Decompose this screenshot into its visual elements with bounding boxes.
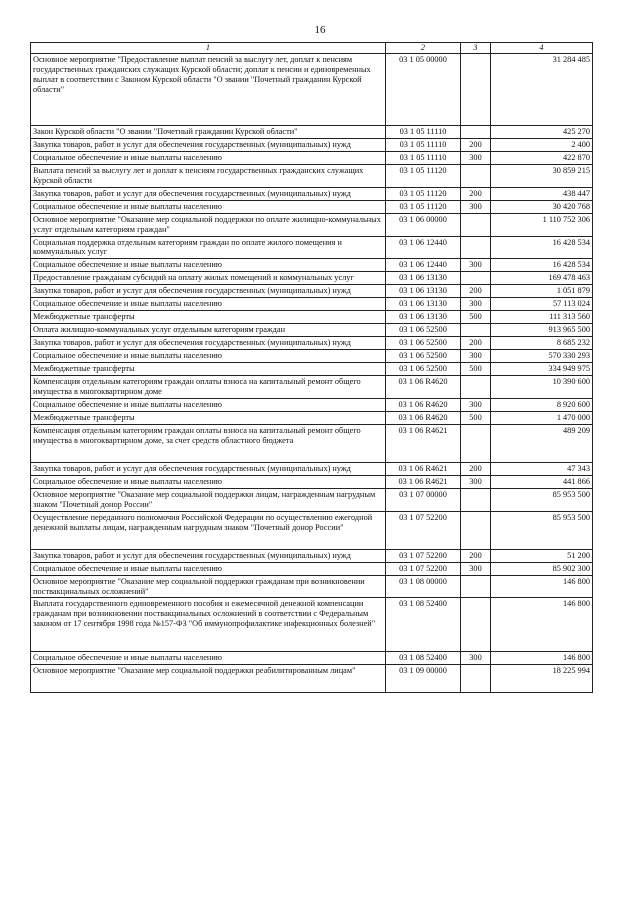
table-row	[31, 575, 593, 598]
row-code-cell: 03 1 06 52500	[386, 363, 461, 376]
row-code-cell: 03 1 06 52500	[386, 337, 461, 350]
table-row	[31, 138, 593, 151]
row-name-cell: Осуществление переданного полномочия Российской Федерации по осуществлению ежегодной денежной выплаты лицам, награжденным нагрудным знаком "Почетный донор России"	[31, 511, 386, 549]
row-vr-cell	[461, 272, 491, 285]
row-name-cell: Социальное обеспечение и иные выплаты населению	[31, 350, 386, 363]
row-vr-cell: 200	[461, 462, 491, 475]
table-row	[31, 213, 593, 236]
row-vr-cell: 300	[461, 398, 491, 411]
row-code-cell: 03 1 05 11120	[386, 164, 461, 187]
row-vr-cell: 500	[461, 363, 491, 376]
row-amount-cell: 18 225 994	[491, 665, 593, 693]
row-code-cell: 03 1 06 13130	[386, 285, 461, 298]
table-row	[31, 298, 593, 311]
row-name-cell: Социальное обеспечение и иные выплаты населению	[31, 298, 386, 311]
row-vr-cell: 200	[461, 187, 491, 200]
table-row	[31, 411, 593, 424]
row-vr-cell: 300	[461, 350, 491, 363]
row-vr-cell: 300	[461, 475, 491, 488]
row-name-cell: Выплата пенсий за выслугу лет и доплат к пенсиям государственных гражданских служащих Курской области	[31, 164, 386, 187]
table-row	[31, 53, 593, 125]
row-amount-cell: 8 685 232	[491, 337, 593, 350]
row-vr-cell: 200	[461, 138, 491, 151]
row-name-cell: Социальное обеспечение и иные выплаты населению	[31, 475, 386, 488]
row-name-cell: Межбюджетные трансферты	[31, 411, 386, 424]
row-code-cell: 03 1 07 52200	[386, 549, 461, 562]
row-name-cell: Основное мероприятие "Оказание мер социальной поддержки гражданам при возникновении поствакцинальных осложнений"	[31, 575, 386, 598]
row-vr-cell	[461, 164, 491, 187]
table-row	[31, 200, 593, 213]
row-amount-cell: 169 478 463	[491, 272, 593, 285]
row-name-cell: Социальное обеспечение и иные выплаты населению	[31, 151, 386, 164]
table-row	[31, 562, 593, 575]
table-row	[31, 665, 593, 693]
row-code-cell: 03 1 06 13130	[386, 272, 461, 285]
row-code-cell: 03 1 07 00000	[386, 488, 461, 511]
row-amount-cell: 146 800	[491, 575, 593, 598]
table-row	[31, 125, 593, 138]
row-name-cell: Закупка товаров, работ и услуг для обеспечения государственных (муниципальных) нужд	[31, 285, 386, 298]
row-vr-cell	[461, 125, 491, 138]
row-code-cell: 03 1 05 11110	[386, 125, 461, 138]
row-code-cell: 03 1 08 52400	[386, 652, 461, 665]
row-vr-cell	[461, 236, 491, 259]
row-amount-cell: 438 447	[491, 187, 593, 200]
row-name-cell: Основное мероприятие "Оказание мер социальной поддержки по оплате жилищно-коммунальных услуг отдельным категориям граждан"	[31, 213, 386, 236]
row-name-cell: Закупка товаров, работ и услуг для обеспечения государственных (муниципальных) нужд	[31, 337, 386, 350]
row-vr-cell: 300	[461, 562, 491, 575]
header-col-3: 3	[461, 43, 491, 54]
row-amount-cell: 57 113 024	[491, 298, 593, 311]
row-code-cell: 03 1 06 R4621	[386, 424, 461, 462]
row-vr-cell: 300	[461, 259, 491, 272]
table-row	[31, 324, 593, 337]
page-number: 16	[314, 24, 326, 36]
row-code-cell: 03 1 06 12440	[386, 259, 461, 272]
header-col-4: 4	[491, 43, 593, 54]
row-amount-cell: 85 902 300	[491, 562, 593, 575]
row-code-cell: 03 1 09 00000	[386, 665, 461, 693]
table-row	[31, 549, 593, 562]
row-code-cell: 03 1 06 R4620	[386, 398, 461, 411]
row-code-cell: 03 1 08 52400	[386, 598, 461, 652]
row-vr-cell	[461, 511, 491, 549]
row-amount-cell: 441 866	[491, 475, 593, 488]
table-row	[31, 272, 593, 285]
row-name-cell: Компенсация отдельным категориям граждан оплаты взноса на капитальный ремонт общего имущества в многоквартирном доме	[31, 376, 386, 399]
row-amount-cell: 422 870	[491, 151, 593, 164]
row-name-cell: Межбюджетные трансферты	[31, 311, 386, 324]
row-amount-cell: 85 953 500	[491, 488, 593, 511]
row-vr-cell	[461, 376, 491, 399]
row-code-cell: 03 1 08 00000	[386, 575, 461, 598]
row-amount-cell: 8 920 600	[491, 398, 593, 411]
table-row	[31, 337, 593, 350]
row-name-cell: Основное мероприятие "Предоставление выплат пенсий за выслугу лет, доплат к пенсиям государственных гражданских служащих Курской области; доплат к пенсии и единовременных выплат в соответствии с Законом Курской области "О звании "Почетный гражданин Курской области"	[31, 53, 386, 125]
row-vr-cell	[461, 598, 491, 652]
table-row	[31, 164, 593, 187]
row-vr-cell: 300	[461, 298, 491, 311]
row-amount-cell: 1 110 752 306	[491, 213, 593, 236]
row-vr-cell	[461, 488, 491, 511]
row-code-cell: 03 1 06 13130	[386, 311, 461, 324]
row-amount-cell: 51 200	[491, 549, 593, 562]
row-vr-cell	[461, 213, 491, 236]
header-col-1: 1	[31, 43, 386, 54]
row-amount-cell: 1 051 879	[491, 285, 593, 298]
row-amount-cell: 425 270	[491, 125, 593, 138]
row-code-cell: 03 1 06 R4621	[386, 462, 461, 475]
row-name-cell: Социальная поддержка отдельным категориям граждан по оплате жилого помещения и коммунальных услуг	[31, 236, 386, 259]
row-code-cell: 03 1 06 00000	[386, 213, 461, 236]
table-row	[31, 511, 593, 549]
row-name-cell: Выплата государственного единовременного пособия и ежемесячной денежной компенсации гражданам при возникновении поствакцинальных осложнений в соответствии с Федеральным законом от 17 сентября 1998 года №157-ФЗ "Об иммунопрофилактике инфекционных болезней"	[31, 598, 386, 652]
row-code-cell: 03 1 07 52200	[386, 511, 461, 549]
row-code-cell: 03 1 06 13130	[386, 298, 461, 311]
row-amount-cell: 146 800	[491, 598, 593, 652]
row-amount-cell: 31 284 485	[491, 53, 593, 125]
row-code-cell: 03 1 06 52500	[386, 324, 461, 337]
row-vr-cell: 200	[461, 337, 491, 350]
row-vr-cell: 200	[461, 549, 491, 562]
row-amount-cell: 30 420 768	[491, 200, 593, 213]
row-code-cell: 03 1 06 R4620	[386, 376, 461, 399]
table-row	[31, 311, 593, 324]
row-vr-cell: 200	[461, 285, 491, 298]
row-name-cell: Закон Курской области "О звании "Почетный гражданин Курской области"	[31, 125, 386, 138]
budget-table	[30, 42, 593, 693]
row-vr-cell: 300	[461, 151, 491, 164]
row-amount-cell: 111 313 560	[491, 311, 593, 324]
row-vr-cell	[461, 53, 491, 125]
row-name-cell: Социальное обеспечение и иные выплаты населению	[31, 562, 386, 575]
row-code-cell: 03 1 07 52200	[386, 562, 461, 575]
table-row	[31, 462, 593, 475]
row-vr-cell: 500	[461, 311, 491, 324]
row-amount-cell: 16 428 534	[491, 236, 593, 259]
row-vr-cell: 500	[461, 411, 491, 424]
table-row	[31, 187, 593, 200]
table-row	[31, 424, 593, 462]
table-row	[31, 350, 593, 363]
row-name-cell: Закупка товаров, работ и услуг для обеспечения государственных (муниципальных) нужд	[31, 187, 386, 200]
table-row	[31, 259, 593, 272]
row-amount-cell: 30 859 215	[491, 164, 593, 187]
row-code-cell: 03 1 06 R4621	[386, 475, 461, 488]
row-amount-cell: 489 209	[491, 424, 593, 462]
table-row	[31, 652, 593, 665]
table-row	[31, 475, 593, 488]
header-col-2: 2	[386, 43, 461, 54]
row-name-cell: Оплата жилищно-коммунальных услуг отдельным категориям граждан	[31, 324, 386, 337]
table-row	[31, 398, 593, 411]
row-name-cell: Основное мероприятие "Оказание мер социальной поддержки реабилитированным лицам"	[31, 665, 386, 693]
row-vr-cell: 300	[461, 652, 491, 665]
table-row	[31, 363, 593, 376]
row-code-cell: 03 1 05 00000	[386, 53, 461, 125]
row-amount-cell: 2 400	[491, 138, 593, 151]
row-name-cell: Межбюджетные трансферты	[31, 363, 386, 376]
row-name-cell: Предоставление гражданам субсидий на оплату жилых помещений и коммунальных услуг	[31, 272, 386, 285]
row-amount-cell: 47 343	[491, 462, 593, 475]
row-name-cell: Социальное обеспечение и иные выплаты населению	[31, 398, 386, 411]
row-vr-cell	[461, 575, 491, 598]
row-amount-cell: 913 965 500	[491, 324, 593, 337]
row-name-cell: Основное мероприятие "Оказание мер социальной поддержки лицам, награжденным нагрудным знаком "Почетный донор России"	[31, 488, 386, 511]
row-amount-cell: 334 949 975	[491, 363, 593, 376]
row-vr-cell	[461, 424, 491, 462]
row-vr-cell	[461, 324, 491, 337]
row-code-cell: 03 1 05 11120	[386, 187, 461, 200]
row-code-cell: 03 1 05 11120	[386, 200, 461, 213]
row-amount-cell: 16 428 534	[491, 259, 593, 272]
table-header-row	[31, 43, 593, 54]
row-code-cell: 03 1 06 52500	[386, 350, 461, 363]
table-row	[31, 285, 593, 298]
table-row	[31, 376, 593, 399]
row-name-cell: Социальное обеспечение и иные выплаты населению	[31, 200, 386, 213]
row-amount-cell: 146 800	[491, 652, 593, 665]
row-name-cell: Социальное обеспечение и иные выплаты населению	[31, 652, 386, 665]
table-row	[31, 236, 593, 259]
row-amount-cell: 10 390 600	[491, 376, 593, 399]
row-amount-cell: 570 330 293	[491, 350, 593, 363]
row-code-cell: 03 1 05 11110	[386, 151, 461, 164]
row-name-cell: Компенсация отдельным категориям граждан оплаты взноса на капитальный ремонт общего имущества в многоквартирном доме, за счет средств областного бюджета	[31, 424, 386, 462]
row-amount-cell: 1 470 000	[491, 411, 593, 424]
row-code-cell: 03 1 06 12440	[386, 236, 461, 259]
row-vr-cell	[461, 665, 491, 693]
row-name-cell: Закупка товаров, работ и услуг для обеспечения государственных (муниципальных) нужд	[31, 549, 386, 562]
row-code-cell: 03 1 06 R4620	[386, 411, 461, 424]
row-name-cell: Закупка товаров, работ и услуг для обеспечения государственных (муниципальных) нужд	[31, 138, 386, 151]
row-name-cell: Закупка товаров, работ и услуг для обеспечения государственных (муниципальных) нужд	[31, 462, 386, 475]
table-row	[31, 598, 593, 652]
table-row	[31, 151, 593, 164]
row-vr-cell: 300	[461, 200, 491, 213]
row-amount-cell: 85 953 500	[491, 511, 593, 549]
row-name-cell: Социальное обеспечение и иные выплаты населению	[31, 259, 386, 272]
table-row	[31, 488, 593, 511]
row-code-cell: 03 1 05 11110	[386, 138, 461, 151]
